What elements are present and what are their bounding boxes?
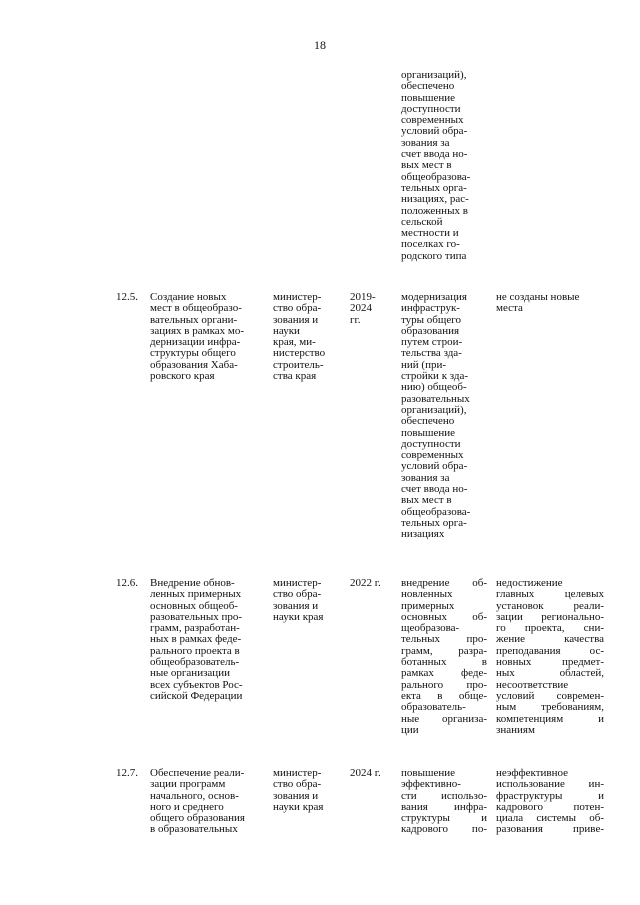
row-12-6-consequence-line: зации регионально- [496,610,604,623]
row-12-6-consequence-line: жение качества [496,633,604,646]
row-12-6-result [401,578,487,736]
row-12-7-consequence [496,768,604,836]
row-12-6-consequence [496,578,604,736]
continuation-result-text: организаций), обеспечено повышение доступности современных условий обра- зования за счет ввода но- вых мест в общеобразова- тельных орга- низациях, рас- положенных в сельской местности и поселках го- родского типа [401,69,471,262]
row-12-6-result-line: примерных [401,599,455,612]
row-12-6-consequence-line: недостижение [496,577,563,589]
row-12-6-result-line: грамм, разра- [401,644,487,657]
row-12-6-result-line: ботанных в [401,656,487,669]
row-12-7-consequence-line: фраструктуры и [496,789,604,802]
row-12-6-consequence-line: компетенциям и [496,712,604,725]
row-12-6-result-line: рального про- [401,678,487,691]
row-12-7-result-line: кадрового по- [401,823,487,836]
row-12-7-name: Обеспечение реали- зации программ начального, основ- ного и среднего общего образования в образовательных [150,767,245,836]
row-12-7-term: 2024 г. [350,767,381,779]
row-12-6-result-line: щеобразова- [401,622,460,635]
row-12-6-consequence-line: несоответствие [496,678,569,691]
row-12-7-consequence-line: разования приве- [496,823,604,836]
row-12-6-consequence-line: преподавания ос- [496,644,604,657]
row-12-7-consequence-line: использование ин- [496,778,604,791]
row-12-6-executor: министер- ство обра- зования и науки края [273,577,324,623]
row-12-5-result: модернизация инфраструк- туры общего образования путем строи- тельства зда- ний (при- стройки к зда- нию) общеоб- разовательных организаций), обеспечено повышение доступности современных условий обра- зования за счет ввода но- вых мест в общеобразова- тельных орга- низациях [401,291,471,541]
row-12-6-result-line: образователь- [401,701,466,714]
row-12-6-name: Внедрение обнов- ленных примерных основных общеоб- разовательных про- грамм, разработан- ных в рамках феде- рального проекта в общеобразователь- ные организации всех субъектов Рос- сийской Федерации [150,577,243,702]
row-12-7-number: 12.7. [116,767,138,779]
row-12-7-consequence-line: кадрового потен- [496,800,604,813]
row-12-6-result-line: екта в обще- [401,689,487,702]
row-12-6-consequence-line: условий современ- [496,689,604,702]
row-12-6-result-line: внедрение об- [401,577,487,589]
row-12-6-consequence-line: знаниям [496,723,535,736]
row-12-6-consequence-line: го проекта, сни- [496,622,604,635]
row-12-6-result-line: основных об- [401,610,487,623]
row-12-5-term: 2019- 2024 гг. [350,291,376,326]
row-12-7-result-line: сти использо- [401,789,487,802]
row-12-6-consequence-line: ных областей, [496,667,604,680]
row-12-6-number: 12.6. [116,577,138,589]
row-12-6-result-line: ции [401,723,419,736]
row-12-7-result-line: структуры и [401,812,487,825]
row-12-6-consequence-line: новных предмет- [496,656,604,669]
row-12-7-consequence-line: неэффективное [496,767,568,779]
row-12-7-result-line: повышение [401,767,455,779]
row-12-7-result-line: эффективно- [401,778,461,791]
row-12-5-number: 12.5. [116,291,138,303]
row-12-5-executor: министер- ство обра- зования и науки края, ми- нистерство строитель- ства края [273,291,326,383]
row-12-6-result-line: ные организа- [401,712,487,725]
row-12-6-term: 2022 г. [350,577,381,589]
row-12-6-consequence-line: главных целевых [496,588,604,601]
row-12-7-consequence-line: циала системы об- [496,812,604,825]
row-12-7-result [401,768,487,836]
row-12-6-consequence-line: установок реали- [496,599,604,612]
row-12-6-consequence-line: ным требованиям, [496,701,604,714]
row-12-6-result-line: тельных про- [401,633,487,646]
row-12-7-result-line: вания инфра- [401,800,487,813]
page-number: 18 [314,38,326,52]
row-12-6-result-line: рамках феде- [401,667,487,680]
row-12-6-result-line: новленных [401,588,453,601]
row-12-5-name: Создание новых мест в общеобразо- вательных органи- зациях в рамках мо- дернизации инфра- структуры общего образования Хаба- ровского края [150,291,245,383]
row-12-5-consequence: не созданы новые места [496,291,580,315]
row-12-7-executor: министер- ство обра- зования и науки края [273,767,324,813]
